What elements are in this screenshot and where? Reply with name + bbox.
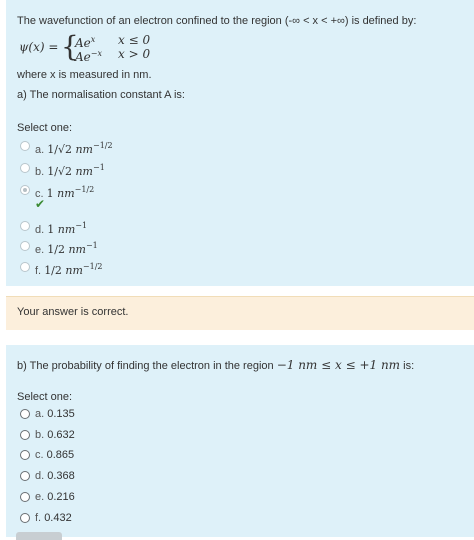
radio-q1-b[interactable] [20,163,30,173]
option-q1-d[interactable]: d. 1 $nm^{-1}$ [35,221,88,236]
option-q2-b[interactable]: b. 0.632 [35,429,75,441]
part-a-prompt: a) The normalisation constant A is: [17,89,185,101]
option-q2-d[interactable]: d. 0.368 [35,470,75,482]
radio-q2-d[interactable] [20,471,30,481]
option-q2-c[interactable]: c. 0.865 [35,449,75,461]
radio-q2-a[interactable] [20,409,30,419]
option-q2-e[interactable]: e. 0.216 [35,491,75,503]
radio-q1-e[interactable] [20,241,30,251]
radio-q2-b[interactable] [20,430,30,440]
case-1-expression: Ae$^x$ [75,35,96,50]
correct-check-icon: ✔ [35,197,46,211]
option-q1-a[interactable]: a. 1/√2 $nm^{-1/2}$ [35,141,113,156]
option-q2-f[interactable]: f. 0.432 [35,512,72,524]
radio-q1-c-selected[interactable] [20,185,30,195]
where-text: where x is measured in nm. [17,69,152,81]
submit-button[interactable] [16,532,62,540]
question-intro: The wavefunction of an electron confined to the region (-∞ < x < +∞) is defined by: [17,15,417,27]
radio-q2-c[interactable] [20,450,30,460]
piecewise-brace: { [61,30,79,63]
option-q1-e[interactable]: e. 1/2 $nm^{-1}$ [35,241,98,256]
case-1-condition: x ≤ 0 [118,33,151,47]
option-q1-b[interactable]: b. 1/√2 $nm^{-1}$ [35,163,105,178]
radio-q1-a[interactable] [20,141,30,151]
case-2-condition: x > 0 [118,47,151,61]
select-one-label-q2: Select one: [17,391,73,403]
radio-q1-f[interactable] [20,262,30,272]
question-2-panel [6,345,474,537]
feedback-text: Your answer is correct. [17,306,129,318]
option-q1-c[interactable]: c. 1 $nm^{-1/2}$ [35,185,95,200]
radio-q1-d[interactable] [20,221,30,231]
psi-lhs: ψ(x) = [19,40,59,54]
part-b-prompt: b) The probability of finding the electron in the region −1 nm ≤ x ≤ +1 nm is: [17,358,415,372]
option-q2-a[interactable]: a. 0.135 [35,408,75,420]
option-q1-f[interactable]: f. 1/2 $nm^{-1/2}$ [35,262,103,277]
radio-q2-e[interactable] [20,492,30,502]
radio-q2-f[interactable] [20,513,30,523]
case-2-expression: $Ae^{-x}$ [75,49,102,64]
select-one-label-q1: Select one: [17,122,73,134]
